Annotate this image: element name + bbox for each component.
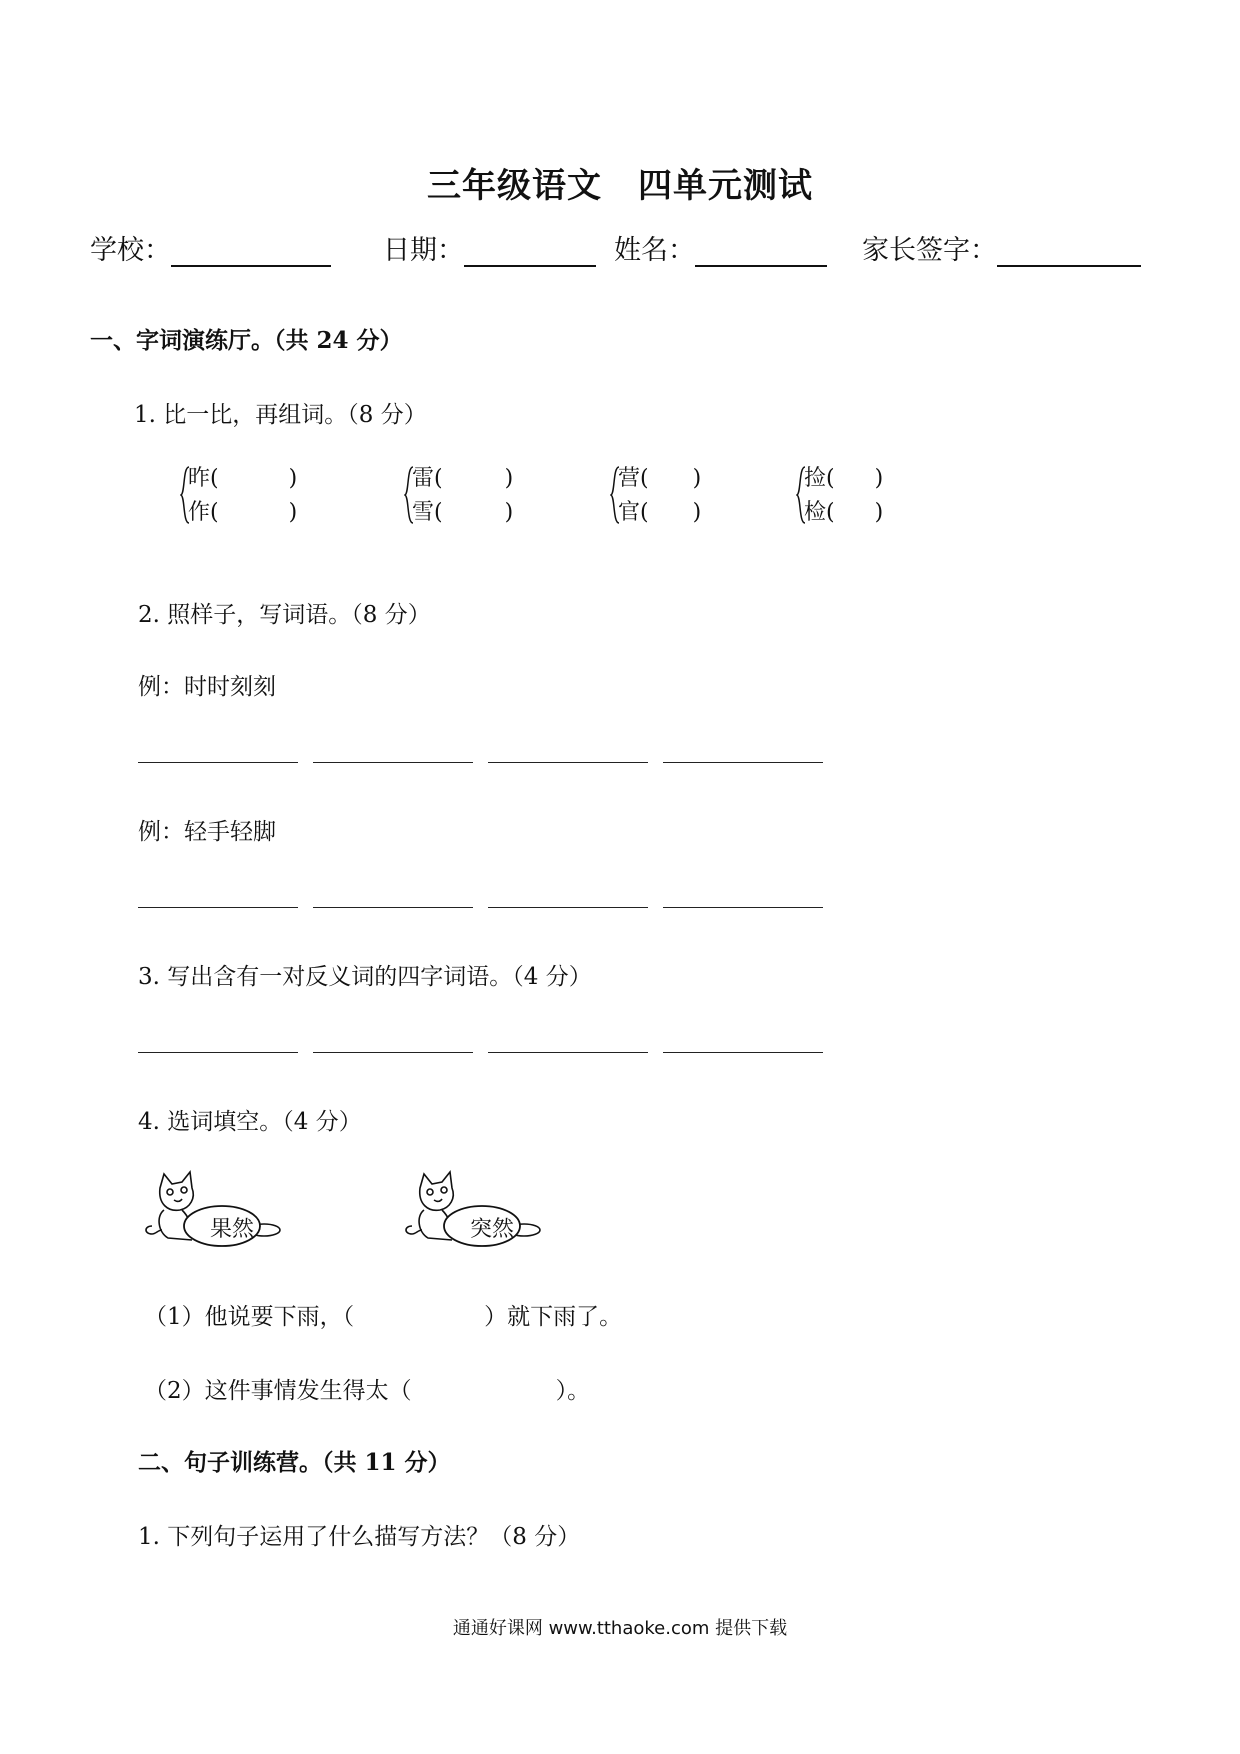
parent-sign-blank[interactable] (997, 235, 1141, 267)
name-field (614, 228, 827, 267)
example-2: 例：轻手轻脚 (138, 819, 276, 845)
pair-char-a: 昨( (188, 466, 219, 491)
sentence-2-start: （2）这件事情发生得太（ (144, 1378, 412, 1404)
answer-line[interactable] (138, 1052, 298, 1053)
pair-char-a: 雷( (412, 466, 443, 491)
compare-pair-1 (188, 462, 348, 532)
question-1-1: 1. 比一比，再组词。（8 分） (134, 402, 427, 428)
title-unit: 四单元测试 (638, 166, 813, 206)
compare-pair-2 (412, 462, 572, 532)
question-1-3: 3. 写出含有一对反义词的四字词语。（4 分） (138, 964, 592, 990)
answer-line[interactable] (313, 907, 473, 908)
parent-sign-label: 家长签字： (862, 235, 997, 266)
page-footer: 通通好课网 www.tthaoke.com 提供下载 (452, 1618, 788, 1639)
sentence-2 (144, 1372, 590, 1405)
answer-line[interactable] (663, 1052, 823, 1053)
pair-char-a: 营( (618, 466, 649, 491)
pair-close-b: ) (288, 500, 298, 525)
question-1-4: 4. 选词填空。（4 分） (138, 1109, 362, 1135)
answer-line[interactable] (138, 907, 298, 908)
pair-close-b: ) (692, 500, 702, 525)
pair-close-a: ) (504, 466, 514, 491)
sentence-2-end: ）。 (555, 1378, 591, 1404)
answer-line[interactable] (313, 1052, 473, 1053)
word-label: 果然 (209, 1217, 254, 1242)
answer-line[interactable] (488, 762, 648, 763)
section-1-heading: 一、字词演练厅。（共 24 分） (90, 327, 403, 354)
school-label: 学校： (90, 235, 171, 266)
answer-line[interactable] (488, 907, 648, 908)
sentence-1 (144, 1298, 622, 1331)
sentence-1-start: （1）他说要下雨，（ (144, 1304, 355, 1330)
pair-char-b: 作( (188, 500, 219, 525)
word-label: 突然 (469, 1217, 514, 1242)
pair-char-b: 雪( (412, 500, 443, 525)
brace-icon (796, 466, 806, 524)
compare-pair-3 (618, 462, 758, 532)
brace-icon (404, 466, 414, 524)
school-blank[interactable] (171, 235, 331, 267)
school-field (90, 228, 331, 267)
pair-char-b: 检( (804, 500, 835, 525)
brace-icon (610, 466, 620, 524)
title-grade: 三年级语文 (427, 166, 602, 206)
answer-line[interactable] (663, 762, 823, 763)
date-blank[interactable] (464, 235, 596, 267)
parent-sign-field (862, 228, 1141, 267)
name-label: 姓名： (614, 235, 695, 266)
pair-close-a: ) (874, 466, 884, 491)
question-1-2: 2. 照样子，写词语。（8 分） (138, 602, 431, 628)
sentence-1-end: ）就下雨了。 (484, 1304, 623, 1330)
section-2-heading: 二、句子训练营。（共 11 分） (138, 1449, 451, 1476)
compare-pair-4 (804, 462, 944, 532)
pair-close-a: ) (288, 466, 298, 491)
page-title (0, 158, 1240, 207)
pair-close-b: ) (504, 500, 514, 525)
name-blank[interactable] (695, 235, 827, 267)
date-field (383, 228, 596, 267)
word-card-1 (142, 1168, 282, 1252)
date-label: 日期： (383, 235, 464, 266)
pair-close-a: ) (692, 466, 702, 491)
answer-line[interactable] (663, 907, 823, 908)
question-2-1: 1. 下列句子运用了什么描写方法？（8 分） (138, 1524, 581, 1550)
brace-icon (180, 466, 190, 524)
example-1: 例：时时刻刻 (138, 674, 276, 700)
pair-char-a: 捡( (804, 466, 835, 491)
answer-line[interactable] (313, 762, 473, 763)
pair-char-b: 官( (618, 500, 649, 525)
answer-line[interactable] (138, 762, 298, 763)
pair-close-b: ) (874, 500, 884, 525)
word-card-2 (402, 1168, 542, 1252)
answer-line[interactable] (488, 1052, 648, 1053)
